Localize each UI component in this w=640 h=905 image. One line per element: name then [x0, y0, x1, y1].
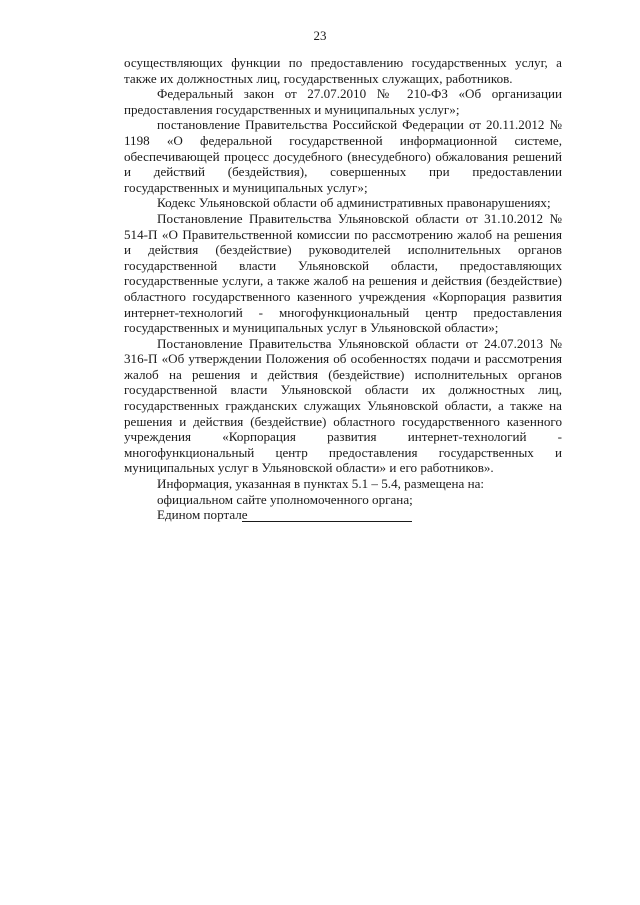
- paragraph-ulyanovsk-admin-code: Кодекс Ульяновской области об административных правонарушениях;: [157, 195, 551, 211]
- end-of-text-rule: [242, 521, 412, 522]
- page-number: 23: [313, 28, 327, 43]
- paragraph-resolution-514-p: Постановление Правительства Ульяновской области от 31.10.2012 № 514-П «О Правительственной комиссии по рассмотрению жалоб на решения и действия (бездействие) руководителей исполнительных органов государственной власти Ульяновской области, предоставляющих государственные услуги, а также жалоб на решения и действия (бездействие) областного государственного казенного учреждения «Корпорация развития интернет-технологий - многофункциональный центр предоставления государственных и муниципальных услуг в Ульяновской области»;: [124, 210, 562, 336]
- paragraph-resolution-316-p: Постановление Правительства Ульяновской области от 24.07.2013 № 316-П «Об утверждении Положения об особенностях подачи и рассмотрения жалоб на решения и действия (бездействие) исполнительных органов государственной власти Ульяновской области их должностных лиц, государственных гражданских служащих Ульяновской области, а также на решения и действия (бездействие) областного государственного казенного учреждения «Корпорация развития интернет-технологий - многофункциональный центр предоставления государственных и муниципальных услуг в Ульяновской области» и его работников».: [124, 335, 562, 476]
- paragraph-official-site: официальном сайте уполномоченного органа;: [157, 491, 413, 507]
- paragraph-federal-law-210: Федеральный закон от 27.07.2010 № 210-ФЗ «Об организации предоставления государственных и муниципальных услуг»;: [124, 86, 562, 117]
- document-body: [124, 55, 562, 523]
- paragraph-continuation: осуществляющих функции по предоставлению государственных услуг, а также их должностных лиц, государственных служащих, работников.: [124, 55, 562, 86]
- paragraph-information-posted: Информация, указанная в пунктах 5.1 – 5.4, размещена на:: [157, 476, 485, 492]
- paragraph-government-resolution-1198: постановление Правительства Российской Федерации от 20.11.2012 № 1198 «О федеральной государственной информационной системе, обеспечивающей процесс досудебного (внесудебного) обжалования решений и действий (бездействия), совершенных при предоставлении государственных и муниципальных услуг»;: [124, 117, 562, 195]
- paragraph-single-portal: Едином портале: [157, 507, 248, 523]
